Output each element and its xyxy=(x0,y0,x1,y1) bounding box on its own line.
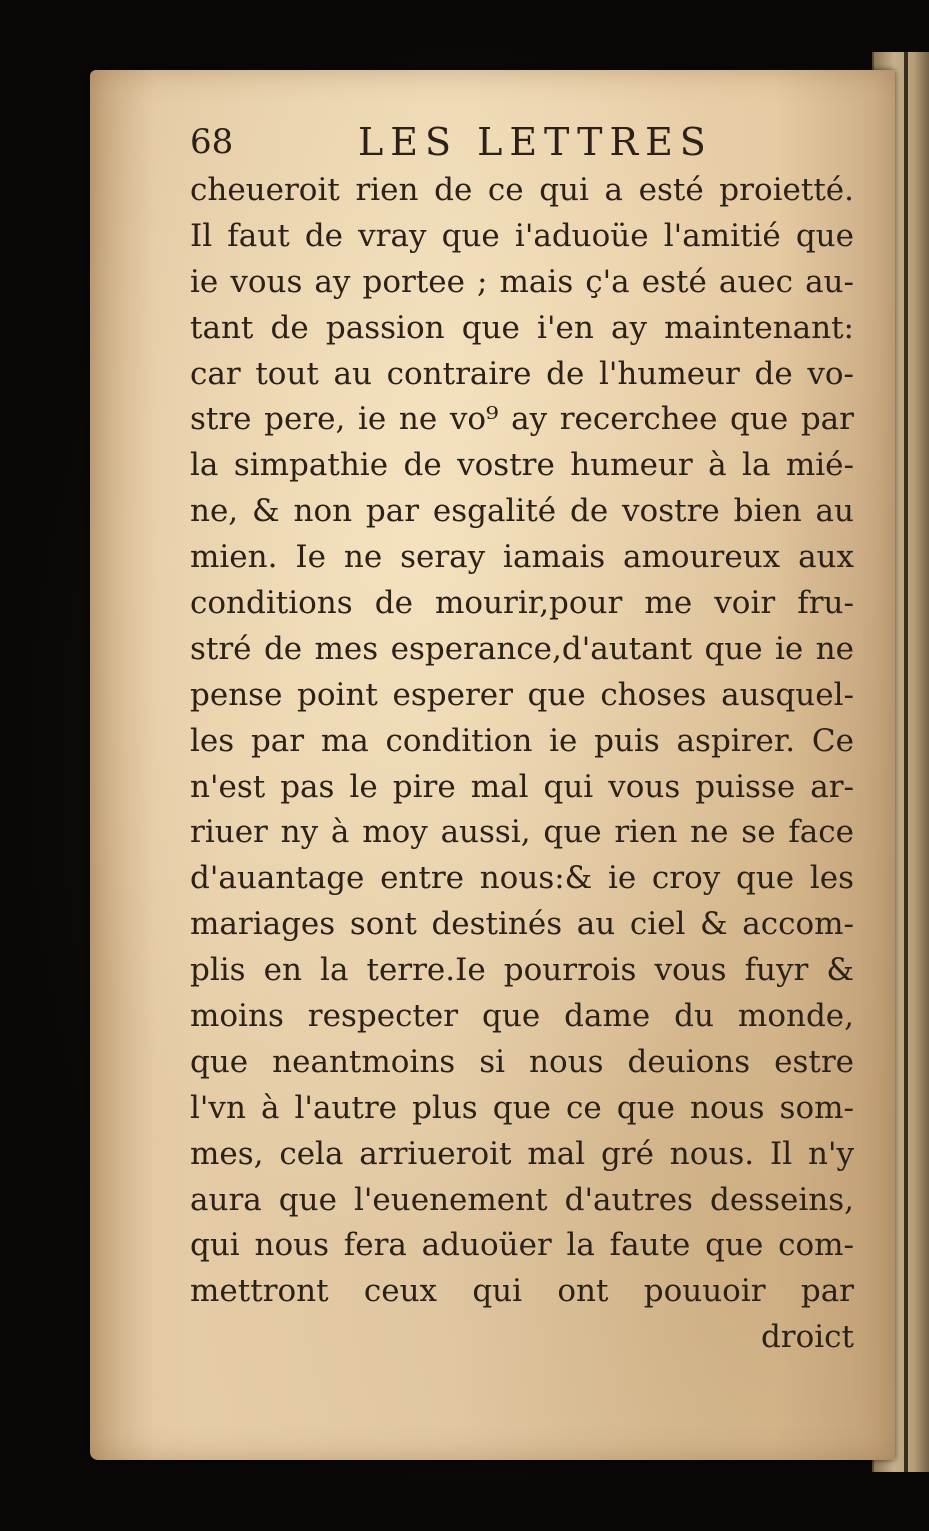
page-header xyxy=(190,116,870,168)
text-line: d'auantage entre nous:& ie croy que les xyxy=(190,860,854,897)
text-line: qui nous fera aduoüer la faute que com- xyxy=(190,1227,854,1264)
page-number: 68 xyxy=(190,122,234,162)
text-line: tant de passion que i'en ay maintenant: xyxy=(190,309,854,346)
book-page xyxy=(90,70,895,1460)
text-line: que neantmoins si nous deuions estre xyxy=(190,1043,854,1080)
text-line: aura que l'euenement d'autres desseins, xyxy=(190,1181,854,1218)
body-text xyxy=(190,168,870,1361)
text-line: mes, cela arriueroit mal gré nous. Il n'y xyxy=(190,1135,854,1172)
text-line: l'vn à l'autre plus que ce que nous som- xyxy=(190,1089,854,1126)
running-head: LES LETTRES xyxy=(358,120,713,164)
text-line: stre pere, ie ne vo⁹ ay recerchee que par xyxy=(190,401,854,438)
text-line: n'est pas le pire mal qui vous puisse ar- xyxy=(190,768,854,805)
gutter-fold xyxy=(904,52,908,1472)
text-line: ie vous ay portee ; mais ç'a esté auec au- xyxy=(190,263,854,300)
text-line: moins respecter que dame du monde, xyxy=(190,998,854,1035)
catchword: droict xyxy=(760,1319,854,1356)
text-line: cheueroit rien de ce qui a esté proietté. xyxy=(190,172,854,208)
text-line: conditions de mourir,pour me voir fru- xyxy=(190,585,854,622)
text-line: la simpathie de vostre humeur à la mié- xyxy=(190,447,854,484)
text-line: les par ma condition ie puis aspirer. Ce xyxy=(190,722,854,759)
text-line: plis en la terre.Ie pourrois vous fuyr & xyxy=(190,952,854,989)
text-line: car tout au contraire de l'humeur de vo- xyxy=(190,355,854,392)
page-text-area xyxy=(190,116,870,1361)
text-line: riuer ny à moy aussi, que rien ne se face xyxy=(190,814,854,851)
text-line: mettront ceux qui ont pouuoir par xyxy=(190,1273,854,1310)
text-line: ne, & non par esgalité de vostre bien au xyxy=(190,493,854,530)
text-line: pense point esperer que choses ausquel- xyxy=(190,676,854,713)
text-line: mariages sont destinés au ciel & accom- xyxy=(190,906,854,943)
text-line: Il faut de vray que i'aduoüe l'amitié que xyxy=(190,217,854,254)
text-line: mien. Ie ne seray iamais amoureux aux xyxy=(190,539,854,576)
text-line: stré de mes esperance,d'autant que ie ne xyxy=(190,630,854,667)
